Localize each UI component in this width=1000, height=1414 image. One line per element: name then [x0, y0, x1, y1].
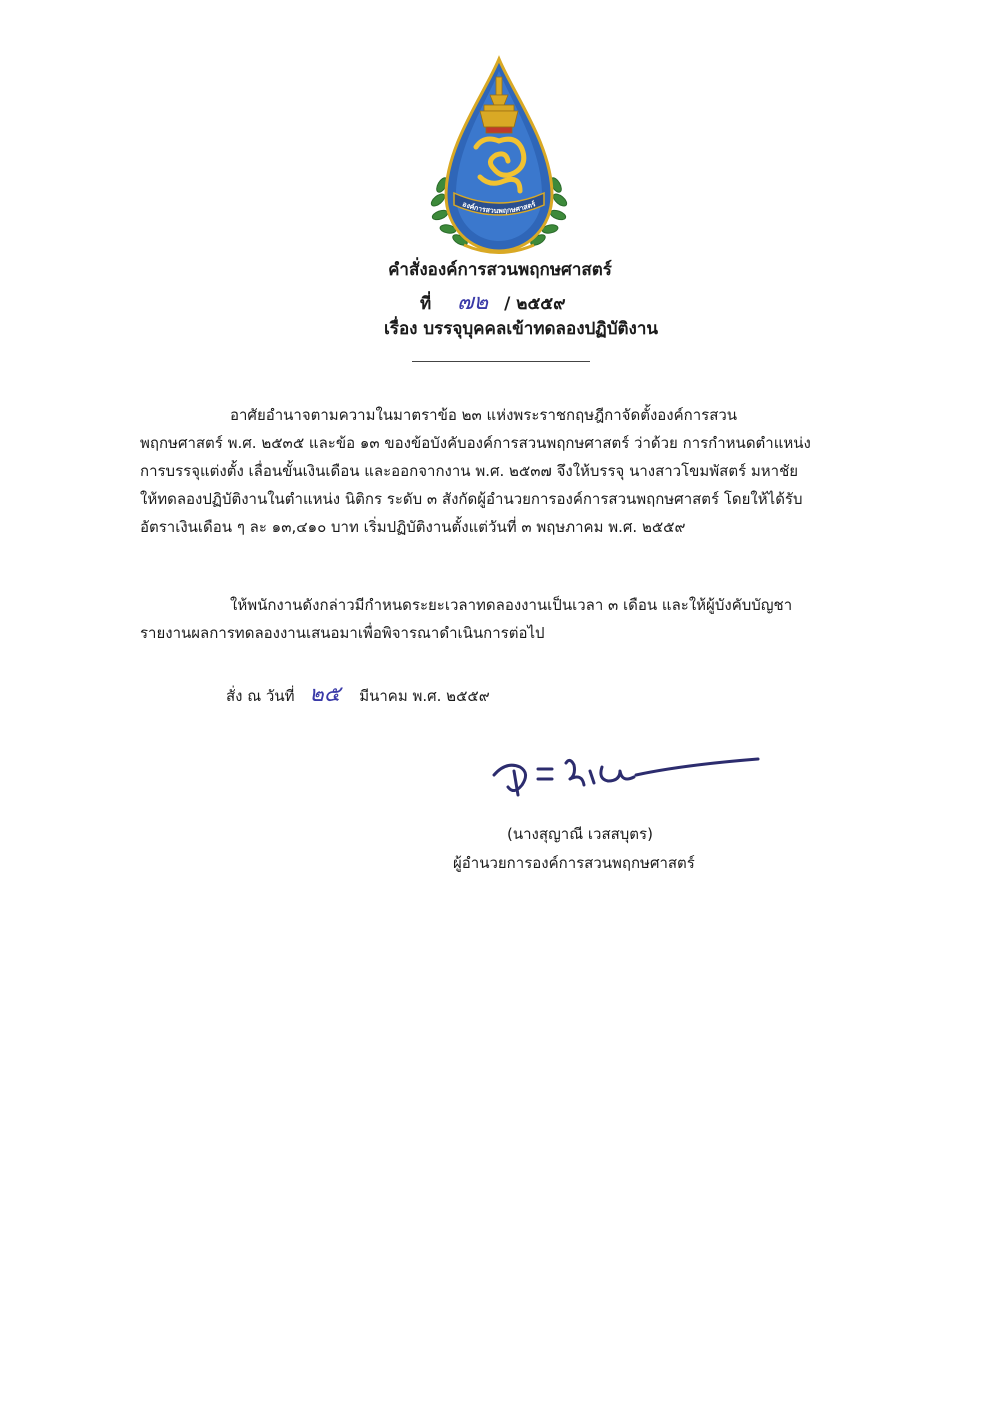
header-divider — [412, 361, 590, 362]
signature — [486, 735, 766, 805]
paragraph-line: พฤกษศาสตร์ พ.ศ. ๒๕๓๕ และข้อ ๑๓ ของข้อบังคับองค์การสวนพฤกษศาสตร์ ว่าด้วย การกำหนดตำแหน่ง — [140, 434, 811, 452]
order-number-handwritten: ๗๒ — [457, 290, 489, 315]
paragraph-line: รายงานผลการทดลองงานเสนอมาเพื่อพิจารณาดำเนินการต่อไป — [140, 624, 545, 642]
signer-position: ผู้อำนวยการองค์การสวนพฤกษศาสตร์ — [453, 854, 695, 872]
paragraph-line: อาศัยอำนาจตามความในมาตราข้อ ๒๓ แห่งพระราชกฤษฎีกาจัดตั้งองค์การสวน — [230, 406, 738, 424]
order-date-prefix: สั่ง ณ วันที่ — [226, 687, 295, 705]
order-date-day-handwritten: ๒๕ — [309, 682, 341, 707]
paragraph-line: การบรรจุแต่งตั้ง เลื่อนขั้นเงินเดือน และออกจากงาน พ.ศ. ๒๕๓๗ จึงให้บรรจุ นางสาวโขมพัสตร์ มหาชัย — [140, 462, 799, 480]
organization-emblem-icon — [424, 55, 574, 265]
paragraph-line: ให้พนักงานดังกล่าวมีกำหนดระยะเวลาทดลองงานเป็นเวลา ๓ เดือน และให้ผู้บังคับบัญชา — [230, 596, 793, 614]
signer-name: (นางสุญาณี เวสสบุตร) — [507, 825, 653, 843]
paragraph-line: ให้ทดลองปฏิบัติงานในตำแหน่ง นิติกร ระดับ ๓ สังกัดผู้อำนวยการองค์การสวนพฤกษศาสตร์ โดยให้ได้รับ — [140, 490, 803, 508]
order-number-prefix: ที่ — [420, 294, 432, 314]
document-title: คำสั่งองค์การสวนพฤกษศาสตร์ — [388, 260, 612, 280]
paragraph-line: อัตราเงินเดือน ๆ ละ ๑๓,๔๑๐ บาท เริ่มปฏิบัติงานตั้งแต่วันที่ ๓ พฤษภาคม พ.ศ. ๒๕๕๙ — [140, 518, 686, 536]
svg-text:องค์การสวนพฤกษศาสตร์: องค์การสวนพฤกษศาสตร์ — [461, 200, 537, 216]
order-date — [226, 676, 490, 711]
order-date-month-year: มีนาคม พ.ศ. ๒๕๕๙ — [359, 687, 490, 705]
order-number-year: / ๒๕๕๙ — [504, 294, 566, 314]
order-number — [420, 284, 566, 319]
order-subject: เรื่อง บรรจุบุคคลเข้าทดลองปฏิบัติงาน — [384, 319, 658, 339]
